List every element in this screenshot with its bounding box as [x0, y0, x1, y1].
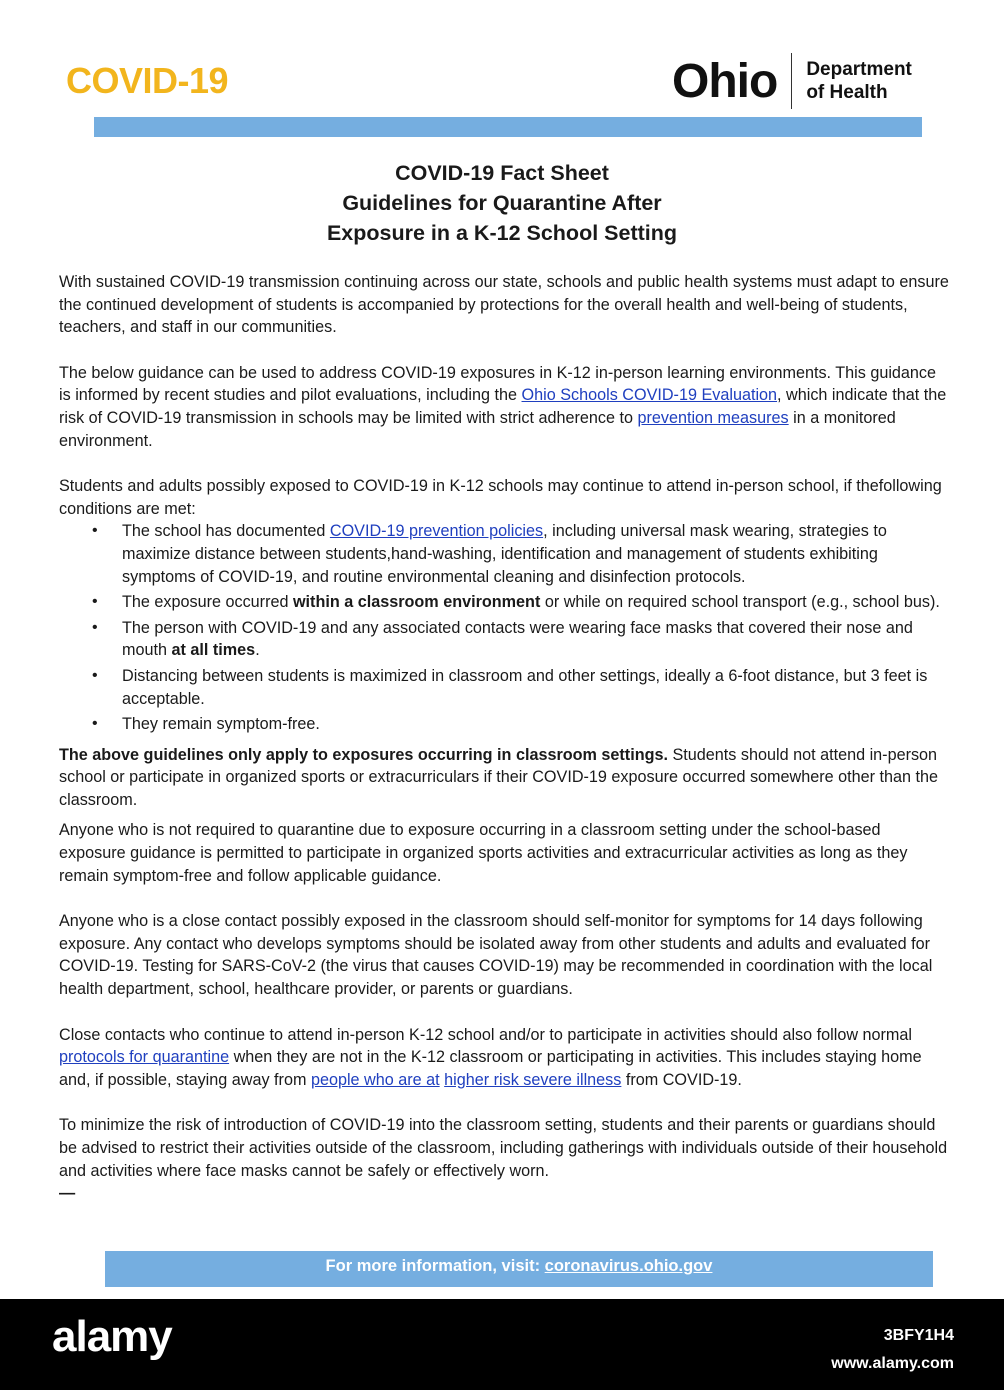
covid-prevention-policies-link[interactable]: COVID-19 prevention policies	[329, 522, 544, 541]
bullet2-text-a: The exposure occurred	[122, 593, 293, 612]
logo-dept-line2: of Health	[806, 82, 888, 103]
title-line-1: COVID-19 Fact Sheet	[395, 161, 609, 185]
covid-19-header-tag: COVID-19	[66, 60, 229, 101]
prevention-measures-link[interactable]: prevention measures	[637, 408, 789, 427]
logo-dept-line1: Department	[806, 59, 912, 80]
list-item	[122, 617, 951, 662]
logo-divider	[791, 53, 792, 109]
alamy-site: www.alamy.com	[831, 1355, 954, 1372]
bullet2-text-b: or while on required school transport (e.g., school bus).	[540, 593, 940, 612]
alamy-logo: alamy	[52, 1312, 172, 1361]
guidance-text-c: in a monitored environment.	[59, 408, 896, 450]
protocols-for-quarantine-link[interactable]: protocols for quarantine	[59, 1048, 230, 1067]
ohio-schools-evaluation-link[interactable]: Ohio Schools COVID-19 Evaluation	[521, 386, 778, 405]
footer-text: For more information, visit:	[325, 1257, 545, 1275]
guidance-text-b: , which indicate that the risk of COVID-19 transmission in schools may be limited with strict adherence to	[59, 386, 947, 427]
header-blue-band	[94, 117, 922, 137]
bullet3-bold: at all times	[171, 641, 256, 660]
classroom-only-paragraph	[59, 744, 951, 812]
guidance-paragraph	[59, 362, 951, 452]
bullet2-bold: within a classroom environment	[292, 593, 541, 612]
list-item: • They remain symptom-free.	[122, 713, 951, 736]
alamy-image-id: 3BFY1H4	[883, 1327, 954, 1344]
list-item: • Distancing between students is maximized in classroom and other settings, ideally a 6-foot distance, but 3 feet is acceptable.	[122, 665, 951, 710]
conditions-list	[59, 520, 951, 735]
people-at-risk-link[interactable]: people who are at	[310, 1070, 440, 1089]
logo-department-text	[806, 58, 912, 104]
classroom-only-rest: Students should not attend in-person school or participate in organized sports or extracurriculars if their COVID-19 exposure occurred somewhere other than the classroom.	[59, 745, 939, 809]
coronavirus-ohio-gov-link[interactable]: coronavirus.ohio.gov	[544, 1257, 713, 1275]
close-contacts-text-b: when they are not in the K-12 classroom or participating in activities. This includes staying home and, if possible, staying away from	[59, 1048, 922, 1089]
title-line-3: Exposure in a K-12 School Setting	[326, 221, 678, 245]
alamy-image-info	[831, 1322, 954, 1378]
list-item	[122, 591, 951, 614]
conditions-intro-paragraph: Students and adults possibly exposed to COVID-19 in K-12 schools may continue to attend in-person school, if thefollowing conditions are met:	[59, 477, 942, 518]
self-monitor-paragraph: Anyone who is a close contact possibly exposed in the classroom should self-monitor for symptoms for 14 days following exposure. Any contact who develops symptoms should be isolated away from other students and adults and evaluated for COVID-19. Testing for SARS-CoV-2 (the virus that causes COVID-19) may be recommended in coordination with the local health department, school, healthcare provider, or parents or guardians.	[59, 912, 933, 999]
guidance-text-a: The below guidance can be used to address COVID-19 exposures in K-12 in-person learning environments. This guidance is informed by recent studies and pilot evaluations, including the	[59, 363, 937, 405]
close-contacts-paragraph	[59, 1024, 951, 1092]
bullet3-text-a: The person with COVID-19 and any associated contacts were wearing face masks that covered their nose and mouth	[122, 618, 913, 660]
close-contacts-text-a: Close contacts who continue to attend in-person K-12 school and/or to participate in activities should also follow normal	[59, 1025, 913, 1044]
classroom-only-bold: The above guidelines only apply to exposures occurring in classroom settings.	[59, 745, 668, 764]
footer-info-band	[105, 1251, 933, 1287]
higher-risk-severe-illness-link[interactable]: higher risk severe illness	[444, 1070, 622, 1089]
close-contacts-text-c: from COVID-19.	[621, 1070, 742, 1089]
title-line-2: Guidelines for Quarantine After	[342, 191, 662, 215]
end-dash: —	[59, 1184, 76, 1203]
document-title	[0, 158, 1004, 248]
list-item	[122, 520, 951, 588]
document-body	[59, 271, 951, 1205]
sports-paragraph: Anyone who is not required to quarantine due to exposure occurring in a classroom setting under the school-based exposure guidance is permitted to participate in organized sports activities and extracurricular activities as long as they remain symptom-free and follow applicable guidance.	[59, 821, 908, 885]
logo-ohio-word: Ohio	[672, 54, 778, 108]
ohio-department-of-health-logo	[672, 50, 912, 112]
intro-paragraph: With sustained COVID-19 transmission continuing across our state, schools and public health systems must adapt to ensure the continued development of students is accompanied by protections for the overall health and well-being of students, teachers, and staff in our communities.	[59, 273, 949, 337]
minimize-risk-paragraph: To minimize the risk of introduction of COVID-19 into the classroom setting, students and their parents or guardians should be advised to restrict their activities outside of the classroom, including gatherings with individuals outside of their household and activities where face masks cannot be safely or effectively worn.	[59, 1116, 948, 1180]
bullet3-text-b: .	[255, 641, 260, 660]
bullet1-text-b: , including universal mask wearing, strategies to maximize distance between students,hand-washing, identification and management of students exhibiting symptoms of COVID-19, and routine environmental cleaning and disinfection protocols.	[122, 522, 887, 586]
bullet1-text-a: The school has documented	[122, 522, 330, 541]
